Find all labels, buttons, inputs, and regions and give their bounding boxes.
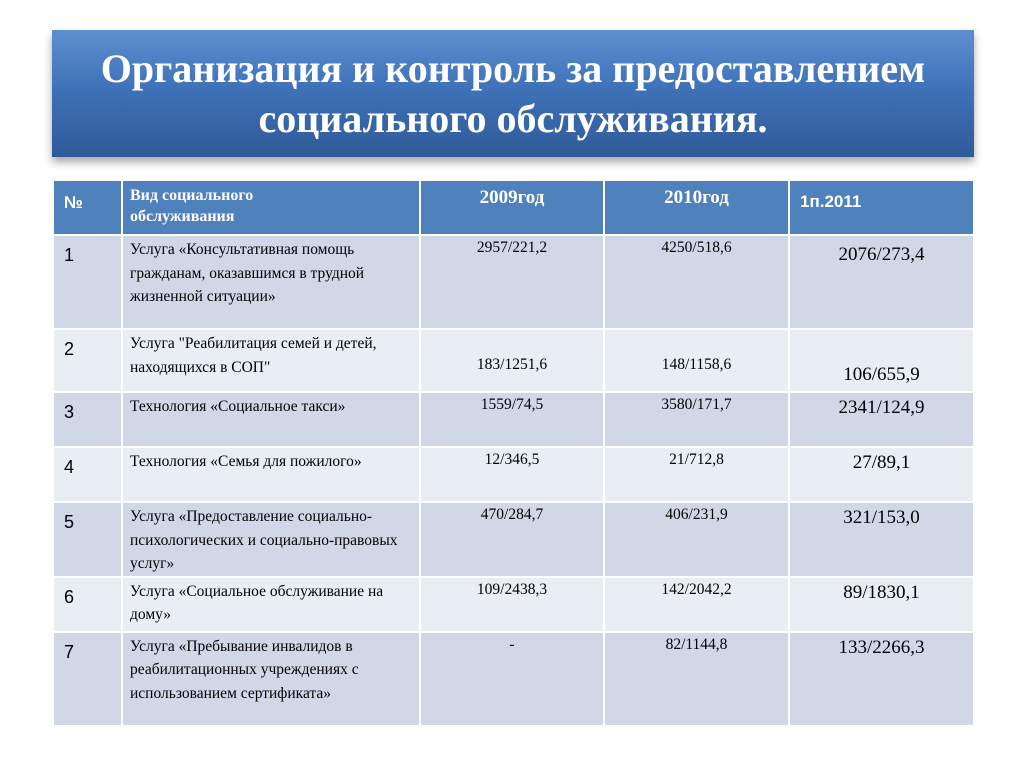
row-num: 2 bbox=[53, 329, 122, 392]
header-2011: 1п.2011 bbox=[789, 180, 974, 235]
row-value-2011: 27/89,1 bbox=[789, 447, 974, 502]
row-value-2010: 82/1144,8 bbox=[604, 632, 789, 726]
header-name: Вид социального обслуживания bbox=[122, 180, 420, 235]
row-name: Услуга «Пребывание инвалидов в реабилитационных учреждениях с использованием сертификата» bbox=[122, 632, 420, 726]
row-num: 5 bbox=[53, 502, 122, 577]
row-value-2010: 148/1158,6 bbox=[604, 329, 789, 392]
row-num: 7 bbox=[53, 632, 122, 726]
table-row bbox=[53, 632, 974, 726]
services-table bbox=[52, 179, 975, 727]
row-name: Технология «Социальное такси» bbox=[122, 392, 420, 447]
header-2010: 2010год bbox=[604, 180, 789, 235]
row-value-2011: 2341/124,9 bbox=[789, 392, 974, 447]
slide-title-line-2: социального обслуживания. bbox=[258, 95, 768, 141]
row-num: 3 bbox=[53, 392, 122, 447]
row-name: Услуга «Предоставление социально-психологических и социально-правовых услуг» bbox=[122, 502, 420, 577]
table-row bbox=[53, 235, 974, 329]
row-value-2011: 2076/273,4 bbox=[789, 235, 974, 329]
title-banner bbox=[52, 30, 974, 157]
header-num: № bbox=[53, 180, 122, 235]
row-value-2009: 109/2438,3 bbox=[420, 577, 604, 632]
row-value-2009: 12/346,5 bbox=[420, 447, 604, 502]
row-value-2010: 3580/171,7 bbox=[604, 392, 789, 447]
row-value-2009: 2957/221,2 bbox=[420, 235, 604, 329]
row-value-2010: 406/231,9 bbox=[604, 502, 789, 577]
row-value-2011: 106/655,9 bbox=[789, 329, 974, 392]
row-value-2011: 321/153,0 bbox=[789, 502, 974, 577]
row-num: 4 bbox=[53, 447, 122, 502]
row-num: 1 bbox=[53, 235, 122, 329]
slide-title bbox=[91, 44, 936, 144]
table-row bbox=[53, 447, 974, 502]
row-name: Технология «Семья для пожилого» bbox=[122, 447, 420, 502]
row-name: Услуга «Социальное обслуживание на дому» bbox=[122, 577, 420, 632]
row-value-2011: 133/2266,3 bbox=[789, 632, 974, 726]
row-value-2009: - bbox=[420, 632, 604, 726]
slide-title-line-1: Организация и контроль за предоставлением bbox=[100, 45, 926, 91]
table-row bbox=[53, 577, 974, 632]
row-value-2009: 470/284,7 bbox=[420, 502, 604, 577]
row-value-2010: 4250/518,6 bbox=[604, 235, 789, 329]
row-name: Услуга «Консультативная помощь гражданам, оказавшимся в трудной жизненной ситуации» bbox=[122, 235, 420, 329]
header-2009: 2009год bbox=[420, 180, 604, 235]
row-value-2011: 89/1830,1 bbox=[789, 577, 974, 632]
table-header-row bbox=[53, 180, 974, 235]
table-row bbox=[53, 392, 974, 447]
table-row bbox=[53, 502, 974, 577]
row-value-2009: 1559/74,5 bbox=[420, 392, 604, 447]
row-num: 6 bbox=[53, 577, 122, 632]
row-value-2009: 183/1251,6 bbox=[420, 329, 604, 392]
row-name: Услуга "Реабилитация семей и детей, находящихся в СОП" bbox=[122, 329, 420, 392]
table-row bbox=[53, 329, 974, 392]
row-value-2010: 21/712,8 bbox=[604, 447, 789, 502]
row-value-2010: 142/2042,2 bbox=[604, 577, 789, 632]
